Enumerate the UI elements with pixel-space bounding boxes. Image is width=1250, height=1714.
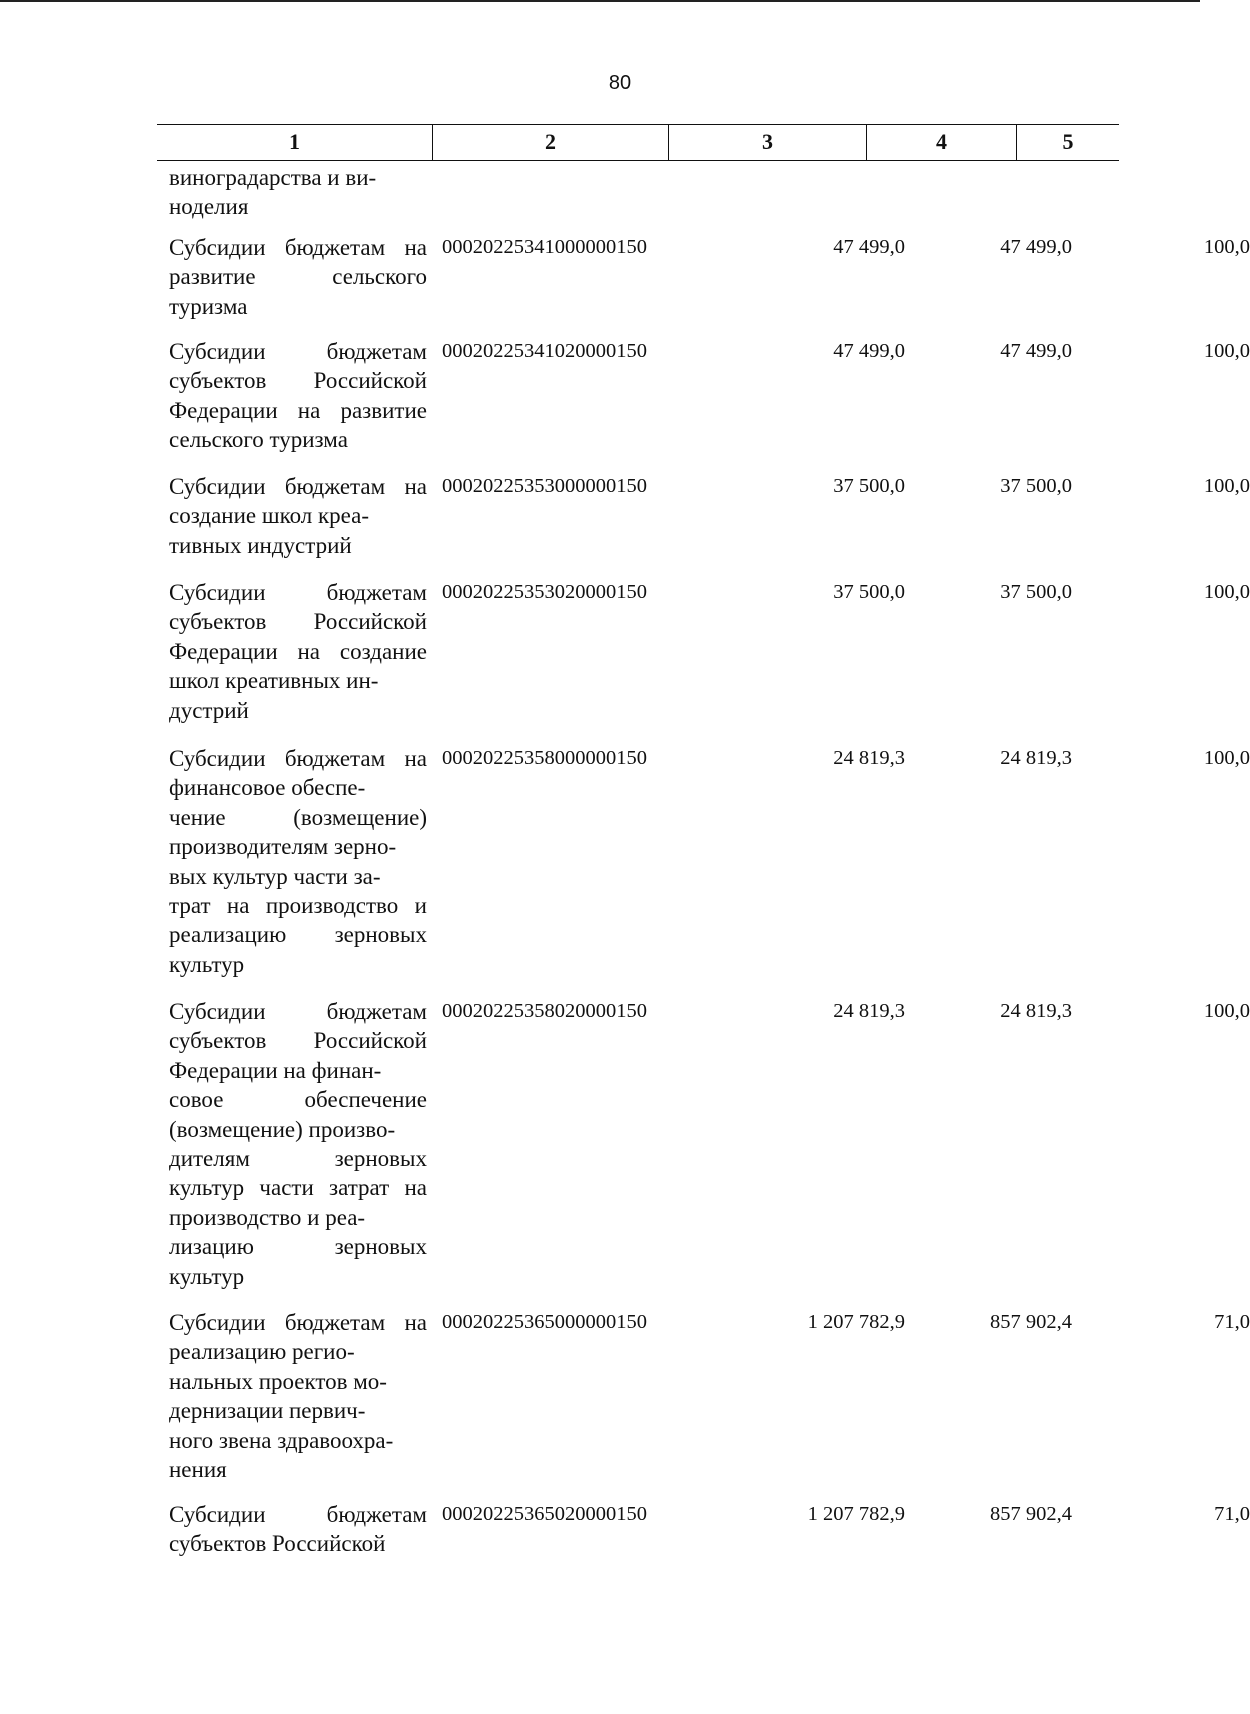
row-name-cell: Субсидии бюджетам на финансовое обеспе- чение (возмещение) производителям зерно- вых культур части за- трат на производство и реализацию зерновых культур [169, 746, 427, 977]
row-percent-cell: 100,0 [1203, 475, 1250, 497]
row-executed-cell: 24 819,3 [1000, 1000, 1072, 1022]
row-planned-cell: 47 499,0 [833, 340, 905, 362]
row-executed-cell: 857 902,4 [990, 1311, 1072, 1333]
row-code-cell: 00020225365000000150 [442, 1311, 647, 1333]
row-planned-cell: 24 819,3 [833, 747, 905, 769]
column-header-3: 3 [762, 129, 773, 154]
row-executed-cell: 47 499,0 [1000, 236, 1072, 258]
row-code-cell: 00020225353000000150 [442, 475, 647, 497]
row-name-cell: Субсидии бюджетам субъектов Российской Федерации на развитие сельского туризма [169, 339, 427, 453]
row-name-cell: виноградарства и ви- ноделия [169, 165, 377, 220]
row-code-cell: 00020225365020000150 [442, 1503, 647, 1525]
row-percent-cell: 100,0 [1203, 1000, 1250, 1022]
row-name-cell: Субсидии бюджетам на развитие сельского туризма [169, 235, 427, 319]
row-name-cell: Субсидии бюджетам на создание школ креа- тивных индустрий [169, 474, 427, 558]
top-border [0, 0, 1200, 2]
row-percent-cell: 71,0 [1214, 1311, 1250, 1333]
row-name-cell: Субсидии бюджетам субъектов Российской Федерации на создание школ креативных ин- дустрий [169, 580, 427, 723]
table-header-row [157, 124, 1119, 161]
row-planned-cell: 47 499,0 [833, 236, 905, 258]
column-header-5: 5 [1062, 129, 1074, 154]
row-planned-cell: 24 819,3 [833, 1000, 905, 1022]
row-percent-cell: 100,0 [1203, 236, 1250, 258]
row-executed-cell: 857 902,4 [990, 1503, 1072, 1525]
column-header-4: 4 [936, 129, 947, 154]
row-planned-cell: 37 500,0 [833, 475, 905, 497]
row-executed-cell: 24 819,3 [1000, 747, 1072, 769]
row-executed-cell: 37 500,0 [1000, 475, 1072, 497]
row-code-cell: 00020225341020000150 [442, 340, 647, 362]
row-percent-cell: 100,0 [1203, 581, 1250, 603]
column-header-1: 1 [289, 129, 300, 154]
row-code-cell: 00020225358020000150 [442, 1000, 647, 1022]
row-executed-cell: 47 499,0 [1000, 340, 1072, 362]
page-number: 80 [608, 72, 632, 94]
row-name-cell: Субсидии бюджетам субъектов Российской Федерации на финан- совое обеспечение (возмещение) произво- дителям зерновых культур части затрат на производство и реа- лизацию зерновых культур [169, 999, 427, 1289]
row-code-cell: 00020225353020000150 [442, 581, 647, 603]
row-code-cell: 00020225358000000150 [442, 747, 647, 769]
row-percent-cell: 71,0 [1214, 1503, 1250, 1525]
row-name-cell: Субсидии бюджетам на реализацию регио- нальных проектов мо- дернизации первич- ного звена здравоохра- нения [169, 1310, 427, 1483]
row-planned-cell: 37 500,0 [833, 581, 905, 603]
budget-table [157, 124, 1250, 1557]
row-code-cell: 00020225341000000150 [442, 236, 647, 258]
row-planned-cell: 1 207 782,9 [807, 1311, 905, 1333]
column-header-2: 2 [545, 129, 556, 154]
row-executed-cell: 37 500,0 [1000, 581, 1072, 603]
row-planned-cell: 1 207 782,9 [807, 1503, 905, 1525]
row-percent-cell: 100,0 [1203, 340, 1250, 362]
row-percent-cell: 100,0 [1203, 747, 1250, 769]
row-name-cell: Субсидии бюджетам субъектов Российской [169, 1502, 427, 1557]
